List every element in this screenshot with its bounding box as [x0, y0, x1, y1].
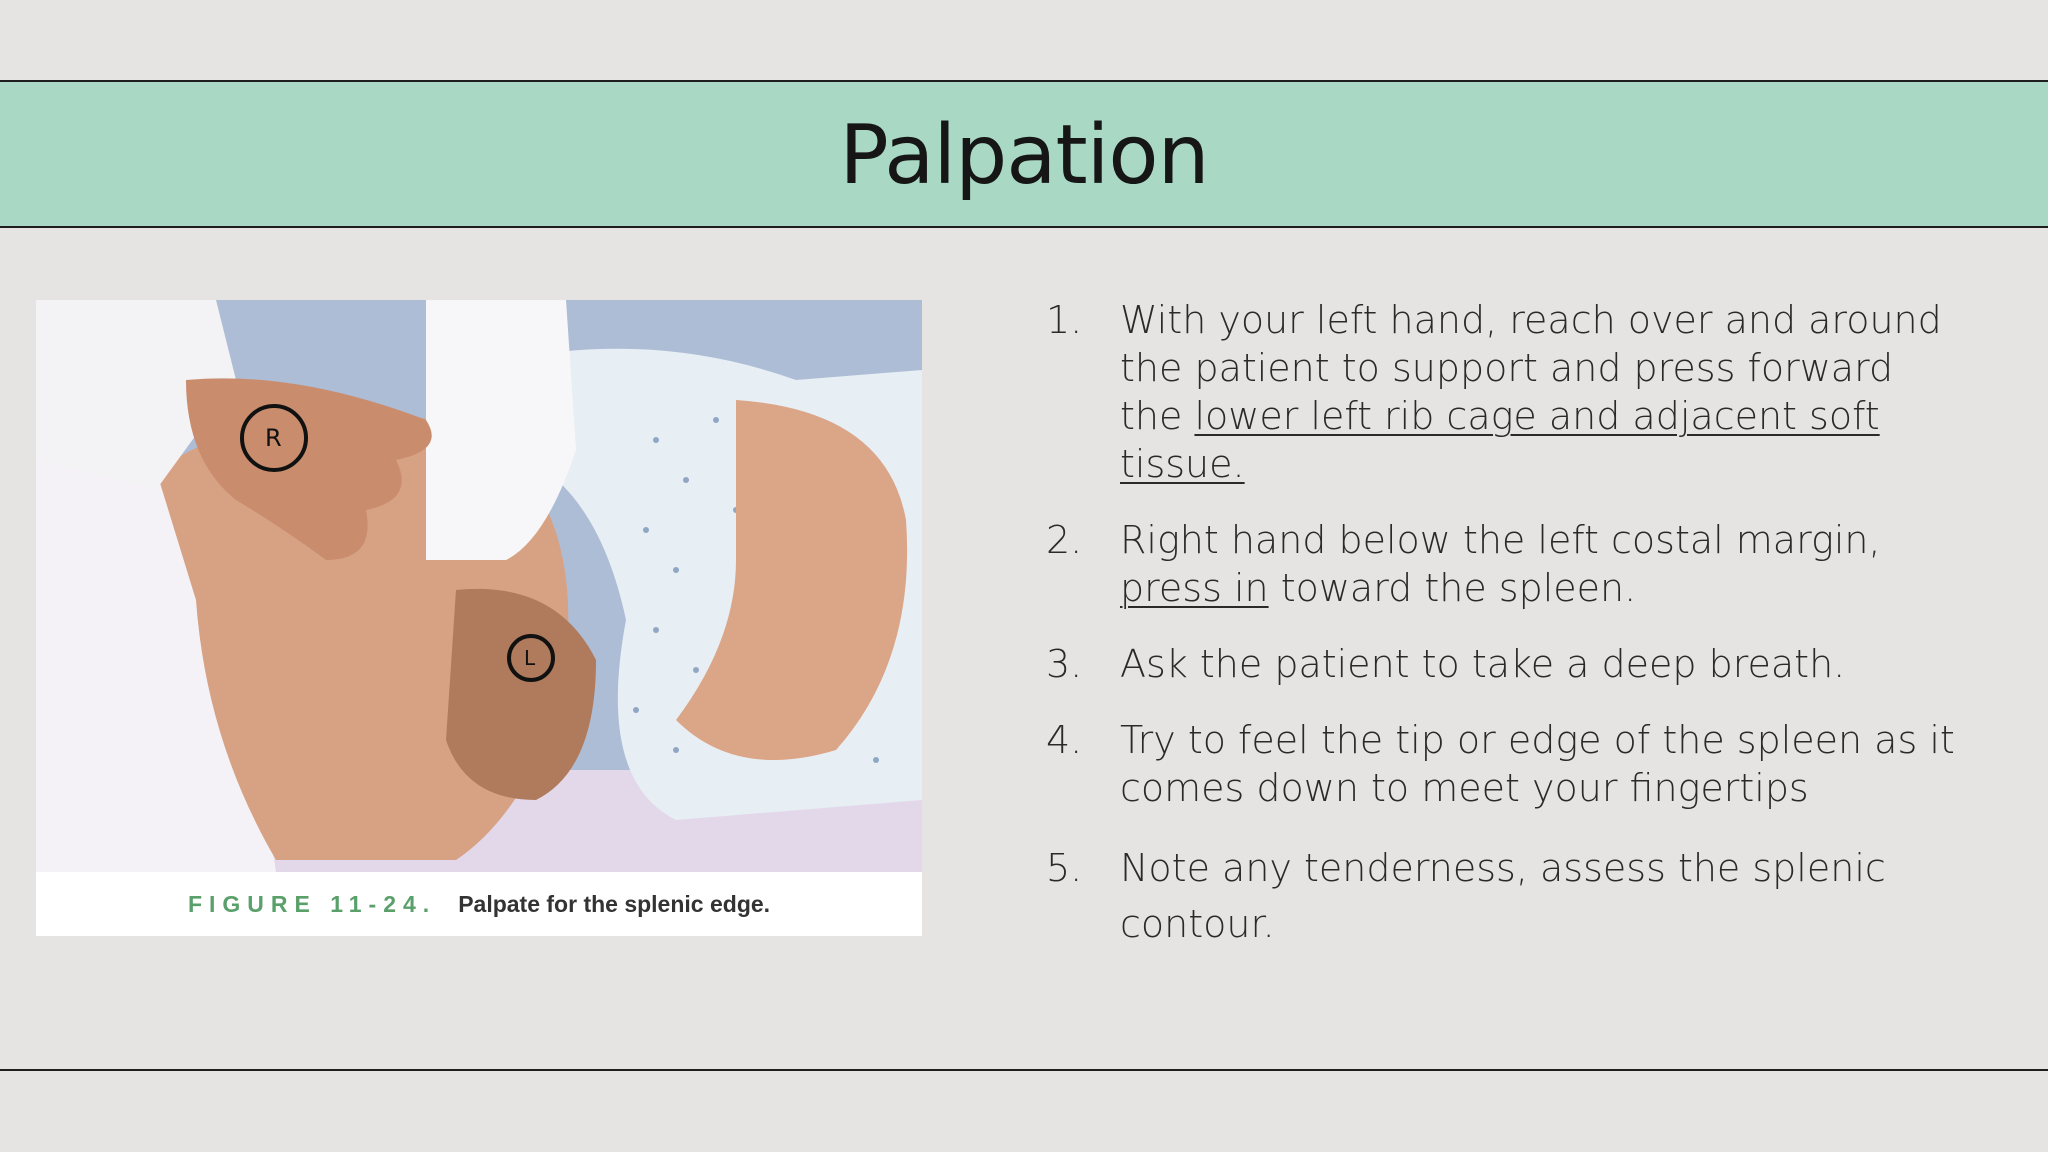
step-item: [1046, 296, 1966, 488]
palpation-steps: [1046, 296, 1966, 980]
step-item: [1046, 640, 1966, 688]
step-text: Note any tenderness, assess the splenic contour.: [1120, 846, 1886, 946]
step-text: Try to feel the tip or edge of the spleen as it comes down to meet your fingertips: [1120, 718, 1955, 810]
step-text-after: toward the spleen.: [1268, 566, 1637, 610]
bottom-rule: [0, 1069, 2048, 1071]
step-number: 3.: [1046, 642, 1083, 686]
step-underlined-text: lower left rib cage and adjacent soft tissue.: [1120, 394, 1880, 486]
step-number: 5.: [1046, 846, 1083, 890]
figure-caption: [36, 872, 922, 936]
step-text: Ask the patient to take a deep breath.: [1120, 642, 1846, 686]
step-number: 2.: [1046, 518, 1083, 562]
slide-title: Palpation: [839, 108, 1209, 203]
splenic-palpation-photo: [36, 300, 922, 872]
step-underlined-text: press in: [1120, 566, 1269, 610]
step-item: [1046, 716, 1966, 812]
title-band: [0, 82, 2048, 228]
figure: [36, 300, 922, 936]
figure-caption-text: Palpate for the splenic edge.: [458, 890, 771, 917]
figure-label: FIGURE 11-24.: [187, 890, 437, 917]
step-number: 4.: [1046, 718, 1083, 762]
step-number: 1.: [1046, 298, 1083, 342]
step-text: Right hand below the left costal margin,: [1120, 518, 1881, 562]
step-item: [1046, 516, 1966, 612]
step-item: [1046, 840, 1966, 952]
marker-r-label: R: [265, 424, 282, 452]
step-text: With your left hand, reach over and around the patient to support and press forward the: [1120, 298, 1942, 438]
marker-l-label: L: [524, 646, 536, 670]
